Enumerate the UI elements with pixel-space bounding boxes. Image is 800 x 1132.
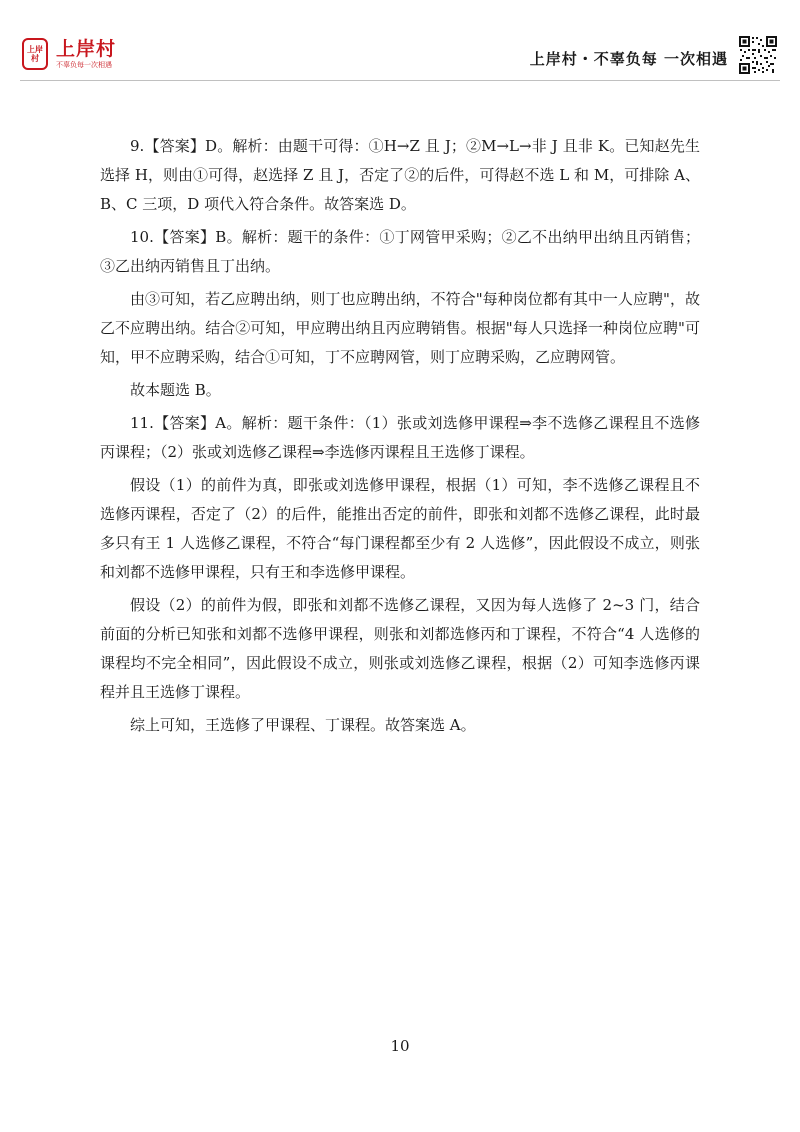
- header-tagline: 上岸村・不辜负每 一次相遇: [529, 50, 728, 68]
- paragraph-q11-assumption-2: 假设（2）的前件为假，即张和刘都不选修乙课程，又因为每人选修了 2~3 门，结合前面的分析已知张和刘都不选修甲课程，则张和刘都选修丙和丁课程，不符合“4 人选修的课程均不完全相同”，因此假设不成立，则张或刘选修乙课程，根据（2）可知李选修丙课程并且王选修丁课程。: [100, 596, 700, 701]
- paragraph-q9-answer: 9.【答案】D。解析：由题干可得：①H→Z 且 J；②M→L→非 J 且非 K。已知赵先生选择 H，则由①可得，赵选择 Z 且 J，否定了②的后件，可得赵不选 L 和 M，可排除 A、B、C 三项，D 项代入符合条件。故答案选 D。: [100, 137, 700, 213]
- paragraph-q11-assumption-1: 假设（1）的前件为真，即张或刘选修甲课程，根据（1）可知，李不选修乙课程且不选修丙课程，否定了（2）的后件，能推出否定的前件，即张和刘都不选修乙课程，此时最多只有王 1 人选修乙课程，不符合“每门课程都至少有 2 人选修”，因此假设不成立，则张和刘都不选修甲课程，只有王和李选修甲课程。: [100, 476, 700, 581]
- header-divider: [20, 80, 780, 81]
- brand-slogan: 不辜负每一次相遇: [56, 61, 112, 69]
- page-number: 10: [390, 1037, 410, 1055]
- brand-name: 上岸村: [56, 38, 117, 60]
- qr-code-icon: [738, 35, 778, 75]
- paragraph-q11-conclusion: 综上可知，王选修了甲课程、丁课程。故答案选 A。: [130, 716, 476, 734]
- paragraph-q10-conclusion: 故本题选 B。: [130, 381, 221, 399]
- brand-text: [56, 38, 116, 70]
- paragraph-q10-analysis: 由③可知，若乙应聘出纳，则丁也应聘出纳，不符合"每种岗位都有其中一人应聘"，故乙不应聘出纳。结合②可知，甲应聘出纳且丙应聘销售。根据"每人只选择一种岗位应聘"可知，甲不应聘采购，结合①可知，丁不应聘网管，则丁应聘采购，乙应聘网管。: [100, 290, 700, 366]
- seal-icon: 上岸村: [22, 38, 48, 70]
- paragraph-q11-answer: 11.【答案】A。解析：题干条件：（1）张或刘选修甲课程⇒李不选修乙课程且不选修丙课程；（2）张或刘选修乙课程⇒李选修丙课程且王选修丁课程。: [100, 414, 700, 461]
- brand-logo: [22, 38, 116, 70]
- paragraph-q10-answer: 10.【答案】B。解析：题干的条件：①丁网管甲采购；②乙不出纳甲出纳且丙销售；③乙出纳丙销售且丁出纳。: [100, 228, 700, 275]
- answer-explanations: [100, 132, 700, 744]
- page-header: [0, 0, 800, 90]
